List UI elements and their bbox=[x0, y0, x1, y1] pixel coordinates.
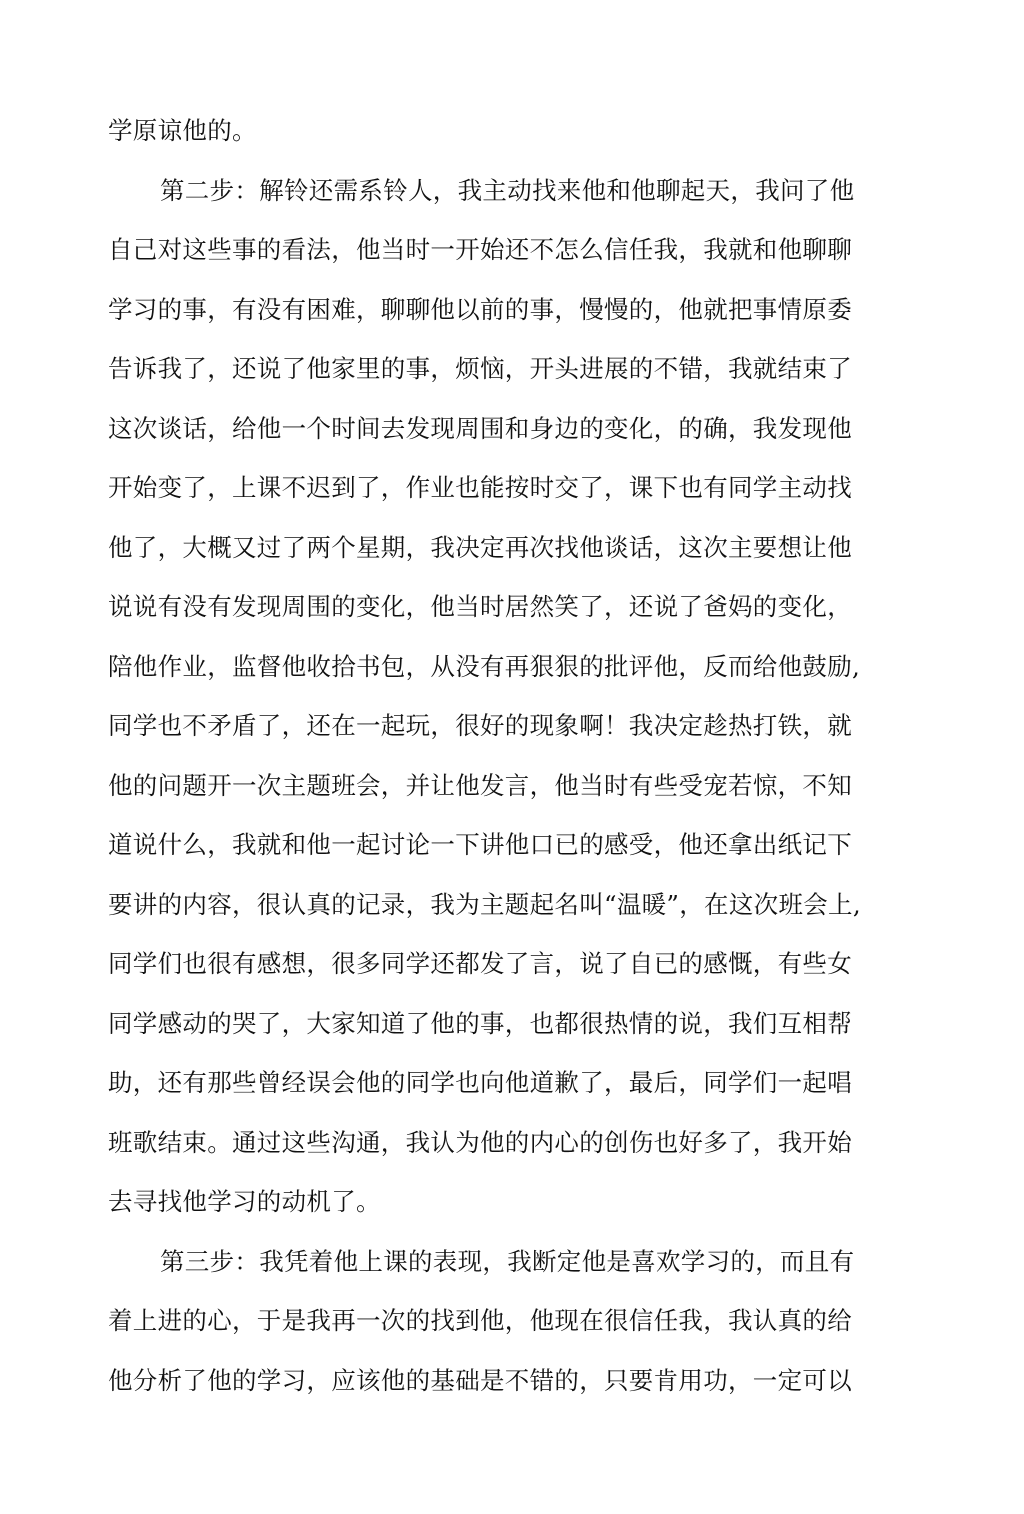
text-line: 告诉我了，还说了他家里的事，烦恼，开头进展的不错，我就结束了 bbox=[108, 354, 852, 383]
text-line: 同学感动的哭了，大家知道了他的事，也都很热情的说，我们互相帮 bbox=[108, 1008, 852, 1038]
text-line: 开始变了，上课不迟到了，作业也能按时交了，课下也有同学主动找 bbox=[108, 473, 852, 502]
paragraph-2 bbox=[108, 168, 908, 1239]
paragraph-1 bbox=[108, 108, 908, 168]
text-line: 班歌结束。通过这些沟通，我认为他的内心的创伤也好多了，我开始 bbox=[108, 1127, 852, 1157]
text-line: 要讲的内容，很认真的记录，我为主题起名叫“温暖”，在这次班会上, bbox=[108, 889, 861, 919]
text-line: 陪他作业，监督他收拾书包，从没有再狠狠的批评他，反而给他鼓励, bbox=[108, 651, 861, 681]
text-line: 他了，大概又过了两个星期，我决定再次找他谈话，这次主要想让他 bbox=[108, 532, 852, 562]
text-line: 他分析了他的学习，应该他的基础是不错的，只要肯用功，一定可以 bbox=[108, 1365, 852, 1395]
text-line: 这次谈话，给他一个时间去发现周围和身边的变化，的确，我发现他 bbox=[108, 413, 852, 443]
text-line: 助，还有那些曾经误会他的同学也向他道歉了，最后，同学们一起唱 bbox=[108, 1068, 852, 1097]
text-line: 第二步：解铃还需系铃人，我主动找来他和他聊起天，我问了他 bbox=[160, 175, 855, 205]
text-line: 同学也不矛盾了，还在一起玩，很好的现象啊！我决定趁热打铁，就 bbox=[108, 711, 852, 740]
document-body bbox=[108, 108, 908, 1417]
text-line: 学习的事，有没有困难，聊聊他以前的事，慢慢的，他就把事情原委 bbox=[108, 294, 852, 324]
text-line: 学原谅他的。 bbox=[108, 116, 257, 145]
text-line: 着上进的心，于是我再一次的找到他，他现在很信任我，我认真的给 bbox=[108, 1306, 852, 1335]
text-line: 说说有没有发现周围的变化，他当时居然笑了，还说了爸妈的变化， bbox=[108, 592, 852, 621]
paragraph-3 bbox=[108, 1239, 908, 1418]
text-line: 他的问题开一次主题班会，并让他发言，他当时有些受宠若惊，不知 bbox=[108, 770, 852, 800]
text-line: 自己对这些事的看法，他当时一开始还不怎么信任我，我就和他聊聊 bbox=[108, 235, 852, 264]
text-line: 去寻找他学习的动机了。 bbox=[108, 1187, 381, 1216]
text-line: 道说什么，我就和他一起讨论一下讲他口已的感受，他还拿出纸记下 bbox=[108, 830, 852, 859]
text-line: 同学们也很有感想，很多同学还都发了言，说了自已的感慨，有些女 bbox=[108, 949, 852, 978]
text-line: 第三步：我凭着他上课的表现，我断定他是喜欢学习的，而且有 bbox=[160, 1246, 855, 1276]
